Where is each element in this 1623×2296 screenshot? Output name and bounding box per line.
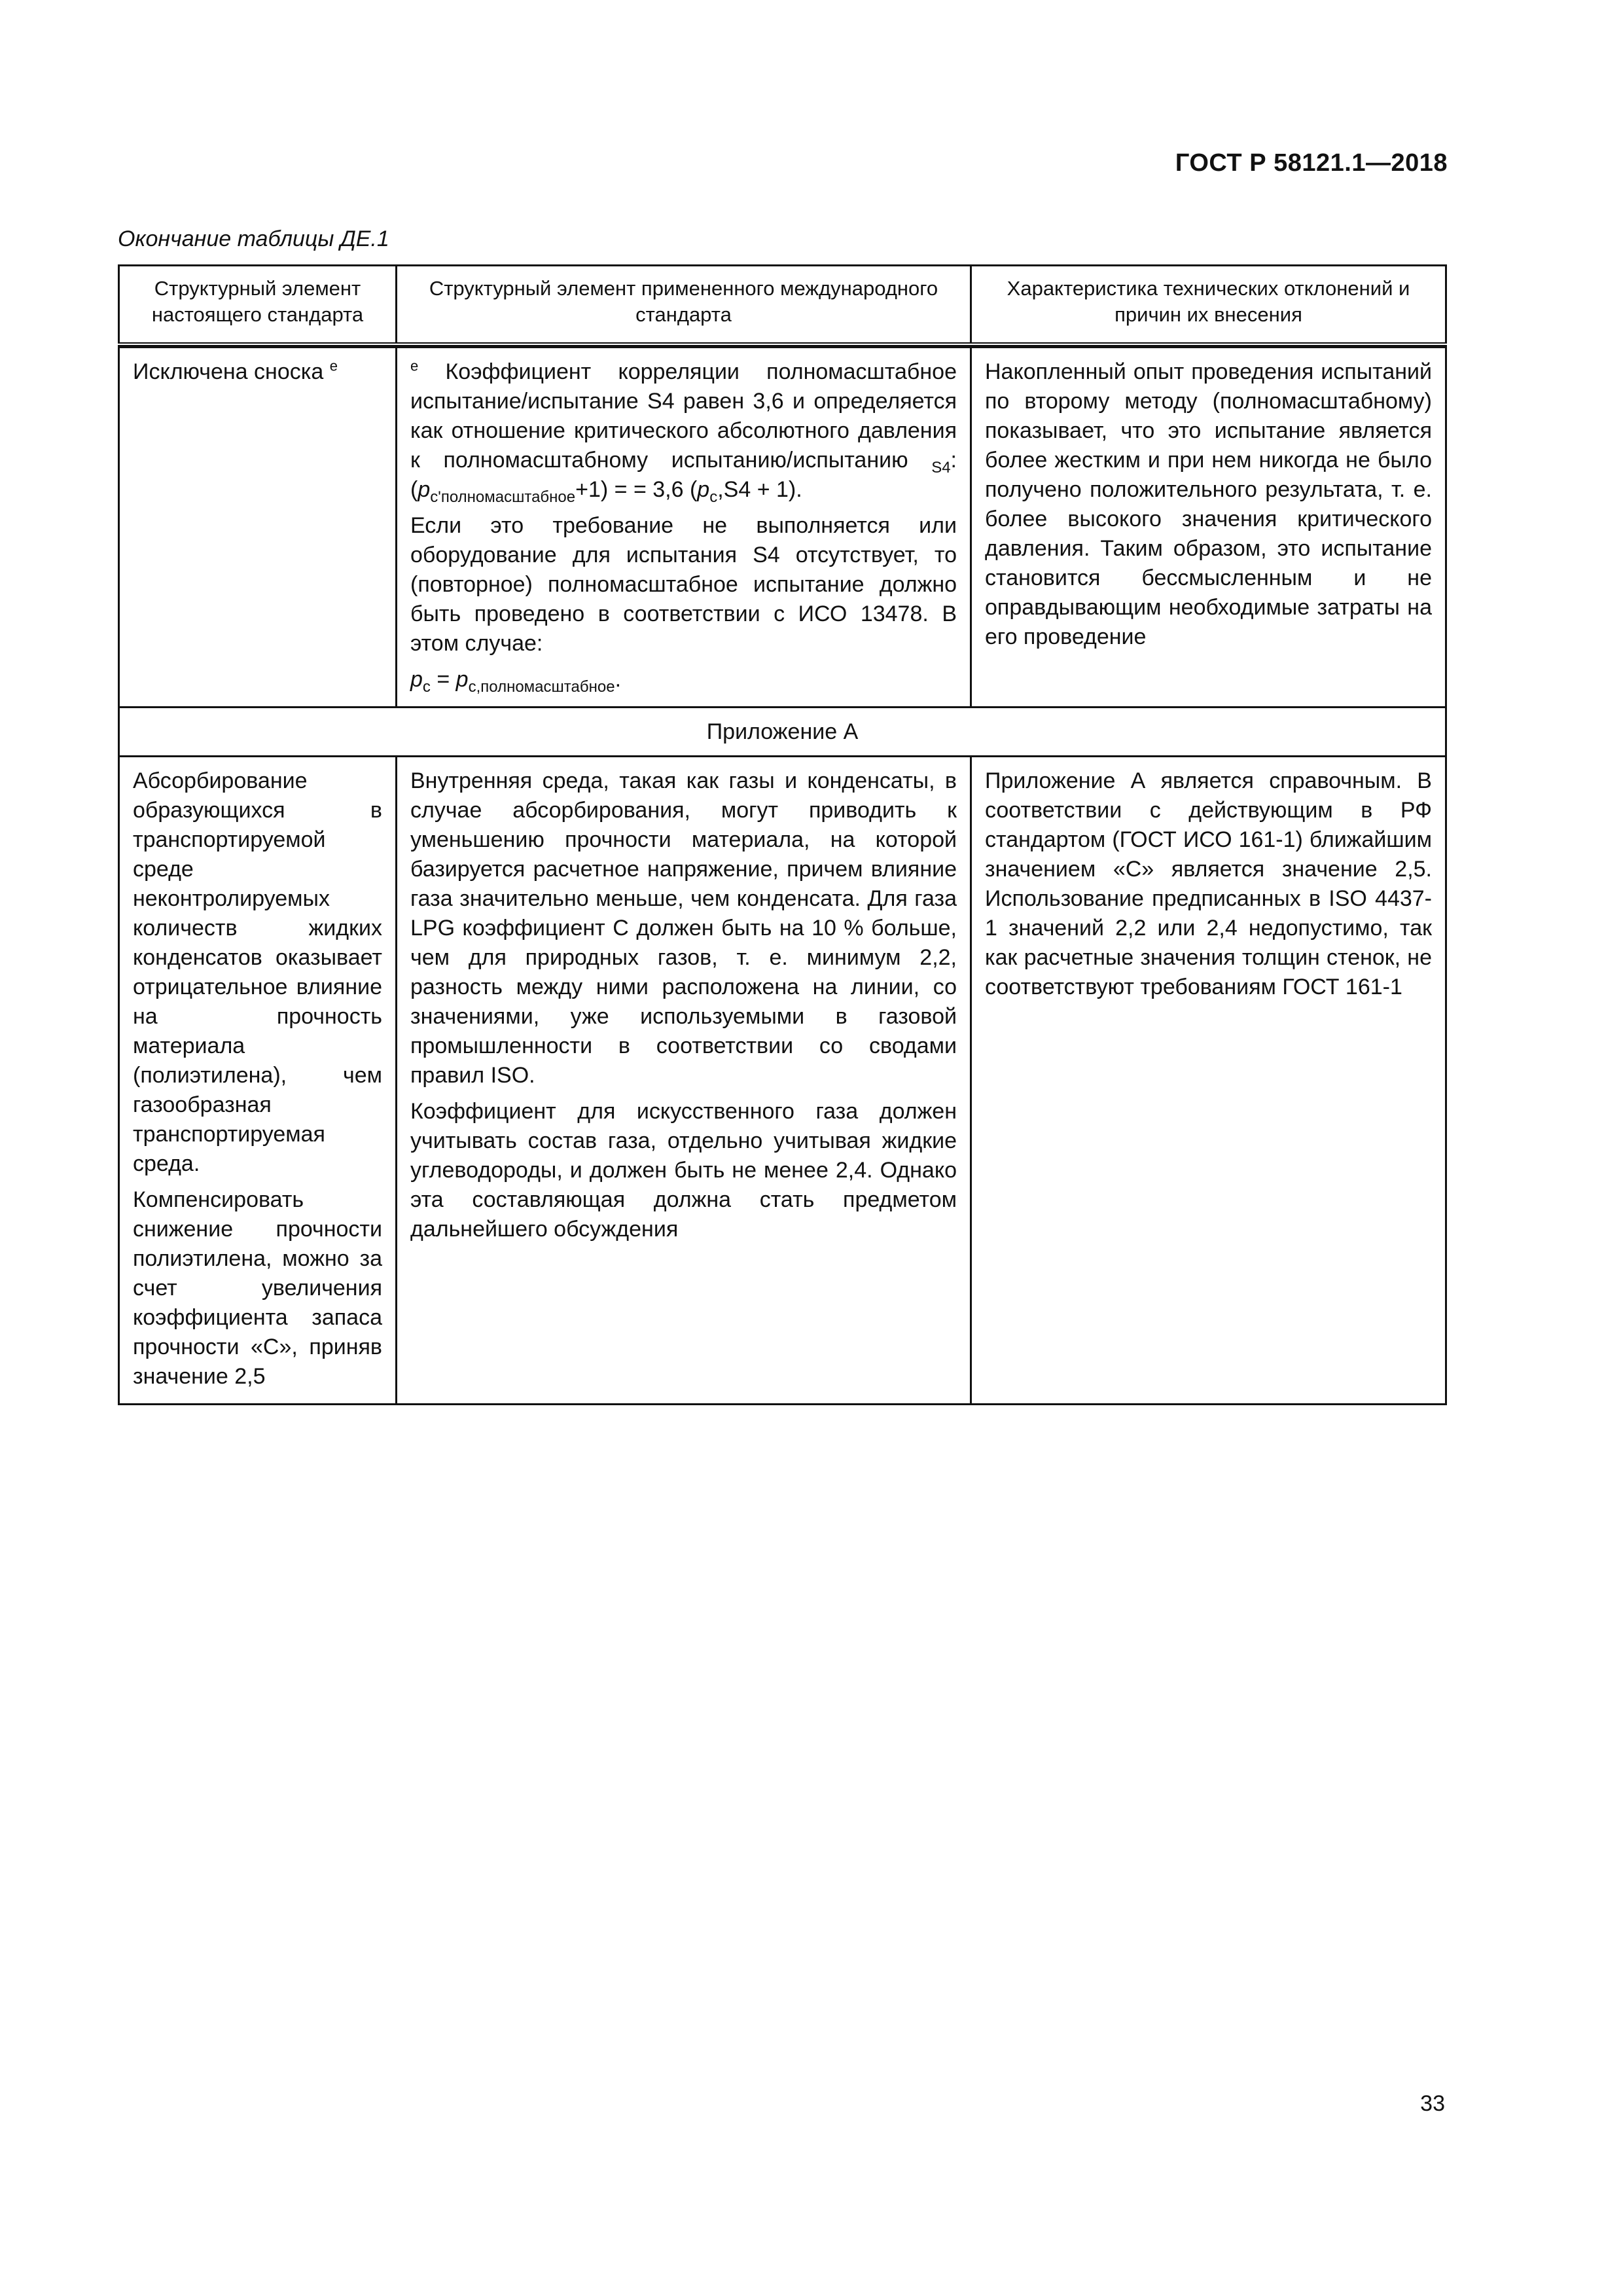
row2-international-element: Внутренняя среда, такая как газы и конденсаты, в случае абсорбирования, могут приводить к уменьшению прочности материала, на которой базируется расчетное напряжение, причем влияние газа значительно меньше, чем конденсата. Для газа LPG коэффициент С должен быть на 10 % больше, чем для природных газов, т. е. минимум 2,2, разность между ними расположена на линии, со значениями, уже используемыми в газовой промышленности в соответствии со сводами правил ISO. Коэффициент для искусственного газа должен учитывать состав газа, отдельно учитывая жидкие углеводороды, и должен быть не менее 2,4. Однако эта составляющая должна стать предметом дальнейшего обсуждения — [397, 757, 971, 1405]
deviations-table — [118, 264, 1447, 1405]
row1-international-element: $^е$ Коэффициент корреляции полномасштабное испытание/испытание S4 равен 3,6 и определяется как отношение критического абсолютного давления к полномасштабному испытанию/испытанию $_{S4}$: $(p_{c'полномасштабное}+1)$ = = 3,6 $(p_c,S4 + 1)$. Если это требование не выполняется или оборудование для испытания S4 отсутствует, то (повторное) полномасштабное испытание должно быть проведено в соответствии с ИСО 13478. В этом случае: $p_c = p_{c,полномасштабное}$. — [397, 348, 971, 708]
row1-deviation-description: Накопленный опыт проведения испытаний по второму методу (полномасштабному) показывает, что это испытание является более жестким и при нем никогда не было получено положительного результата, т. е. более высокого значения критического давления. Таким образом, это испытание становится бессмысленным и не оправдывающим необходимые затраты на его проведение — [971, 348, 1446, 708]
table-header-row — [119, 266, 1446, 345]
standard-code-header: ГОСТ Р 58121.1—2018 — [1175, 149, 1448, 177]
section-row — [119, 708, 1446, 757]
table-row — [119, 348, 1446, 708]
column-header-national: Структурный элемент настоящего стандарта — [119, 266, 397, 345]
page-number: 33 — [1420, 2091, 1445, 2116]
row1-national-element: Исключена сноска $^е$ — [119, 348, 397, 708]
table-row — [119, 757, 1446, 1405]
row2-national-element: Абсорбирование образующихся в транспортируемой среде неконтролируемых количеств жидких конденсатов оказывает отрицательное влияние на прочность материала (полиэтилена), чем газообразная транспортируемая среда. Компенсировать снижение прочности полиэтилена, можно за счет увеличения коэффициента запаса прочности «С», приняв значение 2,5 — [119, 757, 397, 1405]
column-header-deviations: Характеристика технических отклонений и причин их внесения — [971, 266, 1446, 345]
table-caption: Окончание таблицы ДЕ.1 — [118, 226, 389, 251]
column-header-international: Структурный элемент примененного международного стандарта — [397, 266, 971, 345]
section-title-appendix-a: Приложение А — [119, 708, 1446, 757]
row2-deviation-description: Приложение А является справочным. В соответствии с действующим в РФ стандартом (ГОСТ ИСО 161-1) ближайшим значением «С» является значение 2,5. Использование предписанных в ISO 4437-1 значений 2,2 или 2,4 недопустимо, так как расчетные значения толщин стенок, не соответствуют требованиям ГОСТ 161-1 — [971, 757, 1446, 1405]
